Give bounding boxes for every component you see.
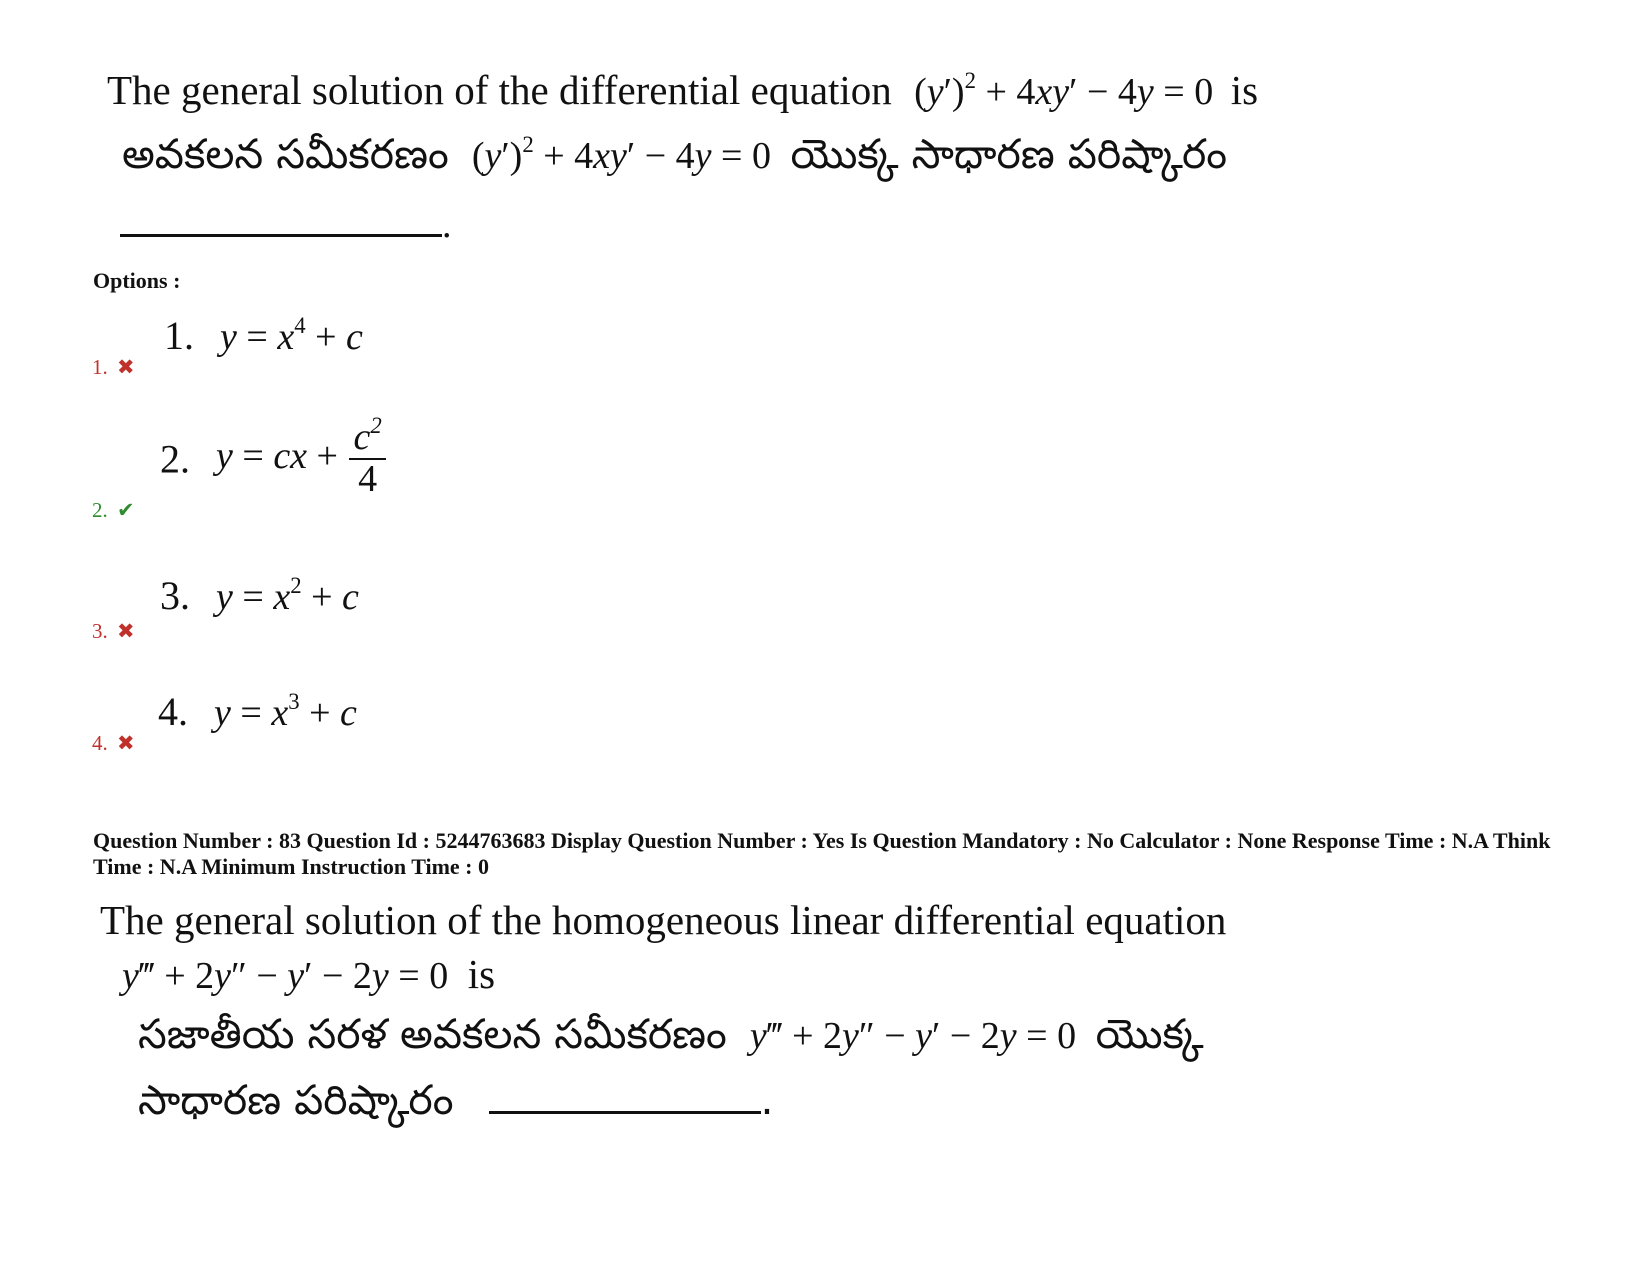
stem-te-suffix: యొక్క <box>1095 1010 1204 1058</box>
option-4-marker <box>92 731 135 756</box>
stem-te-line2: సాధారణ పరిష్కారం <box>138 1076 454 1124</box>
stem-te-suffix: యొక్క సాధారణ పరిష్కారం <box>790 130 1228 178</box>
question-83-stem-en: The general solution of the homogeneous linear differential equation <box>100 897 1227 943</box>
question-83-equation-line <box>122 950 495 998</box>
cross-icon: ✖ <box>117 619 135 643</box>
option-3-expression: $y = x^2 + c$ <box>216 573 359 618</box>
checkmark-icon: ✔ <box>117 498 135 522</box>
option-number: 1. <box>164 313 194 358</box>
option-number: 2. <box>160 436 190 482</box>
option-marker-number: 3. <box>92 619 108 643</box>
option-marker-number: 2. <box>92 498 108 522</box>
option-2-expression: y = cx + $\frac{c^2}{4}$ <box>216 435 386 477</box>
equation-q82: $(y')^2 + 4xy' - 4y = 0$ <box>914 68 1223 113</box>
question-83-stem-te <box>138 1010 1204 1068</box>
option-1-content <box>164 312 363 359</box>
equation-q83-te: y‴ + 2y″ − y′ − 2y = 0 <box>749 1015 1086 1057</box>
stem-en-suffix: is <box>1230 67 1259 113</box>
option-number: 3. <box>160 573 190 618</box>
blank-period: . <box>442 204 452 246</box>
option-2-marker <box>92 498 135 523</box>
blank-line <box>120 196 442 237</box>
stem-en-suffix: is <box>467 951 496 997</box>
option-marker-number: 1. <box>92 355 108 379</box>
option-3-marker <box>92 619 135 644</box>
question-83-meta: Question Number : 83 Question Id : 5244763683 Display Question Number : Yes Is Question Mandatory : No Calculator : None Response Time : N.A Think Time : N.A Minimum Instruction Time : 0 <box>93 828 1551 879</box>
option-2-content <box>160 413 386 500</box>
equation-q83: y‴ + 2y″ − y′ − 2y = 0 <box>122 955 458 997</box>
blank-period: . <box>760 1076 774 1124</box>
stem-en-text: The general solution of the differential equation <box>107 67 892 113</box>
question-82-stem-te <box>122 130 1227 188</box>
equation-q82-te: $(y')^2 + 4xy' - 4y = 0$ <box>471 132 781 177</box>
option-4-expression: $y = x^3 + c$ <box>214 689 357 734</box>
option-3-content <box>160 572 359 619</box>
question-82-stem-en <box>107 66 1258 114</box>
answer-blank-q82 <box>120 196 452 247</box>
option-1-expression: $y = x^4 + c$ <box>220 313 363 358</box>
option-4-content <box>158 688 357 735</box>
option-1-marker <box>92 355 135 380</box>
blank-line <box>489 1075 761 1114</box>
question-83-stem-te-line2 <box>138 1075 774 1134</box>
cross-icon: ✖ <box>117 355 135 379</box>
option-marker-number: 4. <box>92 731 108 755</box>
stem-te-text: అవకలన సమీకరణం <box>122 130 449 178</box>
option-number: 4. <box>158 689 188 734</box>
fraction: $\frac{c^2}{4}$ <box>349 418 385 500</box>
stem-te-text: సజాతీయ సరళ అవకలన సమీకరణం <box>138 1010 727 1058</box>
cross-icon: ✖ <box>117 731 135 755</box>
options-label: Options : <box>93 268 181 293</box>
